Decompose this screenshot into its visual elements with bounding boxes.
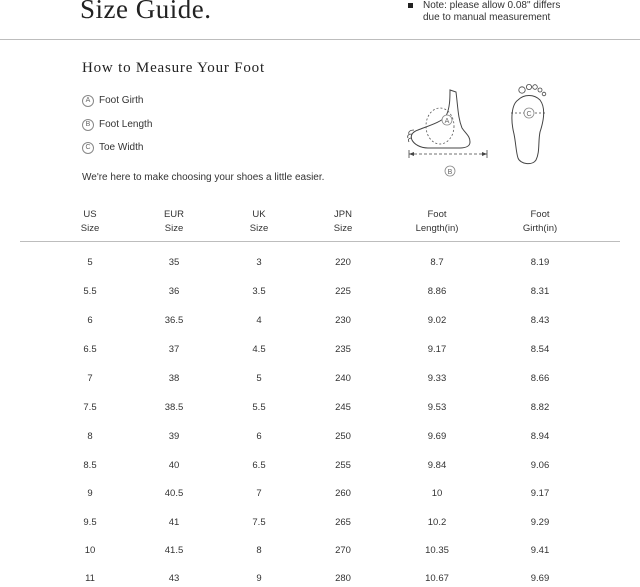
legend-label: Foot Girth <box>99 95 144 106</box>
cell-eur: 38.5 <box>164 402 184 413</box>
cell-eur: 43 <box>168 573 180 584</box>
cell-eur: 40 <box>168 460 180 471</box>
table-row <box>0 460 640 474</box>
cell-jpn: 220 <box>335 257 351 268</box>
header-line: EUR <box>163 209 185 220</box>
table-row <box>0 431 640 445</box>
cell-us: 10 <box>84 545 96 556</box>
cell-uk: 4.5 <box>252 344 266 355</box>
cell-uk: 3.5 <box>252 286 266 297</box>
cell-foot-length: 8.86 <box>427 286 447 297</box>
table-row <box>0 315 640 329</box>
cell-foot-length: 9.69 <box>427 431 447 442</box>
girth-dashed-icon <box>426 108 454 144</box>
header-line: Size <box>80 223 100 234</box>
cell-foot-girth: 8.43 <box>530 315 550 326</box>
cell-us: 11 <box>85 573 95 584</box>
cell-jpn: 250 <box>335 431 351 442</box>
cell-foot-length: 10.2 <box>427 517 447 528</box>
intro-text: We're here to make choosing your shoes a little easier. <box>82 172 325 183</box>
cell-jpn: 255 <box>335 460 351 471</box>
cell-us: 5.5 <box>83 286 97 297</box>
cell-eur: 35 <box>168 257 180 268</box>
header-line: Girth(in) <box>522 223 558 234</box>
measure-title: How to Measure Your Foot <box>82 60 265 76</box>
cell-us: 6 <box>87 315 93 326</box>
cell-eur: 39 <box>168 431 180 442</box>
header-line: Size <box>249 223 269 234</box>
cell-foot-girth: 9.41 <box>530 545 550 556</box>
header-line: Size <box>333 223 353 234</box>
cell-foot-length: 9.53 <box>427 402 447 413</box>
table-row <box>0 545 640 559</box>
diagram-mark-a: A <box>444 118 450 125</box>
cell-jpn: 245 <box>335 402 351 413</box>
col-header-eur-size <box>129 208 219 236</box>
cell-uk: 8 <box>256 545 262 556</box>
cell-jpn: 230 <box>335 315 351 326</box>
col-header-jpn-size <box>298 208 388 236</box>
note-line-1: Note: please allow 0.08" differs <box>423 0 561 11</box>
header-line: UK <box>252 209 266 220</box>
cell-uk: 6 <box>256 431 262 442</box>
diagram-mark-b: B <box>447 169 453 176</box>
cell-us: 9 <box>87 488 93 499</box>
cell-foot-girth: 9.69 <box>530 573 550 584</box>
cell-uk: 9 <box>256 573 262 584</box>
top-foot-icon <box>512 96 544 164</box>
header-line: Size <box>164 223 184 234</box>
cell-foot-girth: 9.29 <box>530 517 550 528</box>
cell-foot-girth: 8.66 <box>530 373 550 384</box>
cell-eur: 37 <box>168 344 180 355</box>
cell-foot-length: 8.7 <box>430 257 444 268</box>
cell-foot-length: 10.35 <box>425 545 449 556</box>
cell-foot-length: 9.33 <box>427 373 447 384</box>
col-header-uk-size <box>214 208 304 236</box>
table-row <box>0 257 640 271</box>
cell-foot-girth: 9.17 <box>530 488 550 499</box>
cell-foot-girth: 9.06 <box>530 460 550 471</box>
cell-uk: 5.5 <box>252 402 266 413</box>
cell-jpn: 235 <box>335 344 351 355</box>
col-header-us-size <box>45 208 135 236</box>
cell-us: 7 <box>87 373 93 384</box>
table-row <box>0 402 640 416</box>
cell-jpn: 265 <box>335 517 351 528</box>
page-title: Size Guide. <box>80 0 212 24</box>
table-row <box>0 344 640 358</box>
foot-measure-illustration <box>400 78 560 182</box>
header-line: US <box>83 209 97 220</box>
cell-foot-length: 10.67 <box>425 573 449 584</box>
cell-foot-girth: 8.19 <box>530 257 550 268</box>
cell-eur: 38 <box>168 373 180 384</box>
cell-jpn: 280 <box>335 573 351 584</box>
legend-label: Foot Length <box>99 119 153 130</box>
cell-jpn: 270 <box>335 545 351 556</box>
note-line-2: due to manual measurement <box>423 12 551 23</box>
col-header-foot-length <box>392 208 482 236</box>
circle-a-icon: A <box>82 95 94 107</box>
table-row <box>0 517 640 531</box>
header-line: Foot <box>530 209 550 220</box>
legend-label: Toe Width <box>99 142 144 153</box>
circle-c-icon: C <box>82 142 94 154</box>
note-bullet-icon <box>408 3 413 8</box>
cell-jpn: 225 <box>335 286 351 297</box>
cell-us: 5 <box>87 257 93 268</box>
cell-foot-girth: 8.94 <box>530 431 550 442</box>
cell-eur: 40.5 <box>164 488 184 499</box>
cell-eur: 36.5 <box>164 315 184 326</box>
cell-uk: 7.5 <box>252 517 266 528</box>
cell-eur: 36 <box>168 286 180 297</box>
side-foot-icon <box>411 90 470 148</box>
cell-foot-girth: 8.31 <box>530 286 550 297</box>
cell-us: 9.5 <box>83 517 97 528</box>
table-row <box>0 573 640 587</box>
cell-eur: 41.5 <box>164 545 184 556</box>
header-line: Length(in) <box>415 223 459 234</box>
header-line: JPN <box>334 209 352 220</box>
cell-jpn: 240 <box>335 373 351 384</box>
table-row <box>0 488 640 502</box>
cell-us: 8 <box>87 431 93 442</box>
cell-uk: 6.5 <box>252 460 266 471</box>
cell-eur: 41 <box>168 517 180 528</box>
cell-jpn: 260 <box>335 488 351 499</box>
cell-us: 6.5 <box>83 344 97 355</box>
cell-us: 8.5 <box>83 460 97 471</box>
cell-foot-length: 9.02 <box>427 315 447 326</box>
circle-b-icon: B <box>82 119 94 131</box>
cell-uk: 7 <box>256 488 262 499</box>
diagram-mark-c: C <box>526 111 532 118</box>
table-header-divider <box>20 241 620 242</box>
header-divider <box>0 39 640 40</box>
header-line: Foot <box>427 209 447 220</box>
table-row <box>0 373 640 387</box>
cell-foot-length: 9.84 <box>427 460 447 471</box>
cell-uk: 4 <box>256 315 262 326</box>
col-header-foot-girth <box>495 208 585 236</box>
table-row <box>0 286 640 300</box>
cell-foot-girth: 8.54 <box>530 344 550 355</box>
cell-uk: 5 <box>256 373 262 384</box>
cell-foot-length: 10 <box>431 488 443 499</box>
cell-foot-girth: 8.82 <box>530 402 550 413</box>
cell-foot-length: 9.17 <box>427 344 447 355</box>
cell-uk: 3 <box>256 257 262 268</box>
cell-us: 7.5 <box>83 402 97 413</box>
